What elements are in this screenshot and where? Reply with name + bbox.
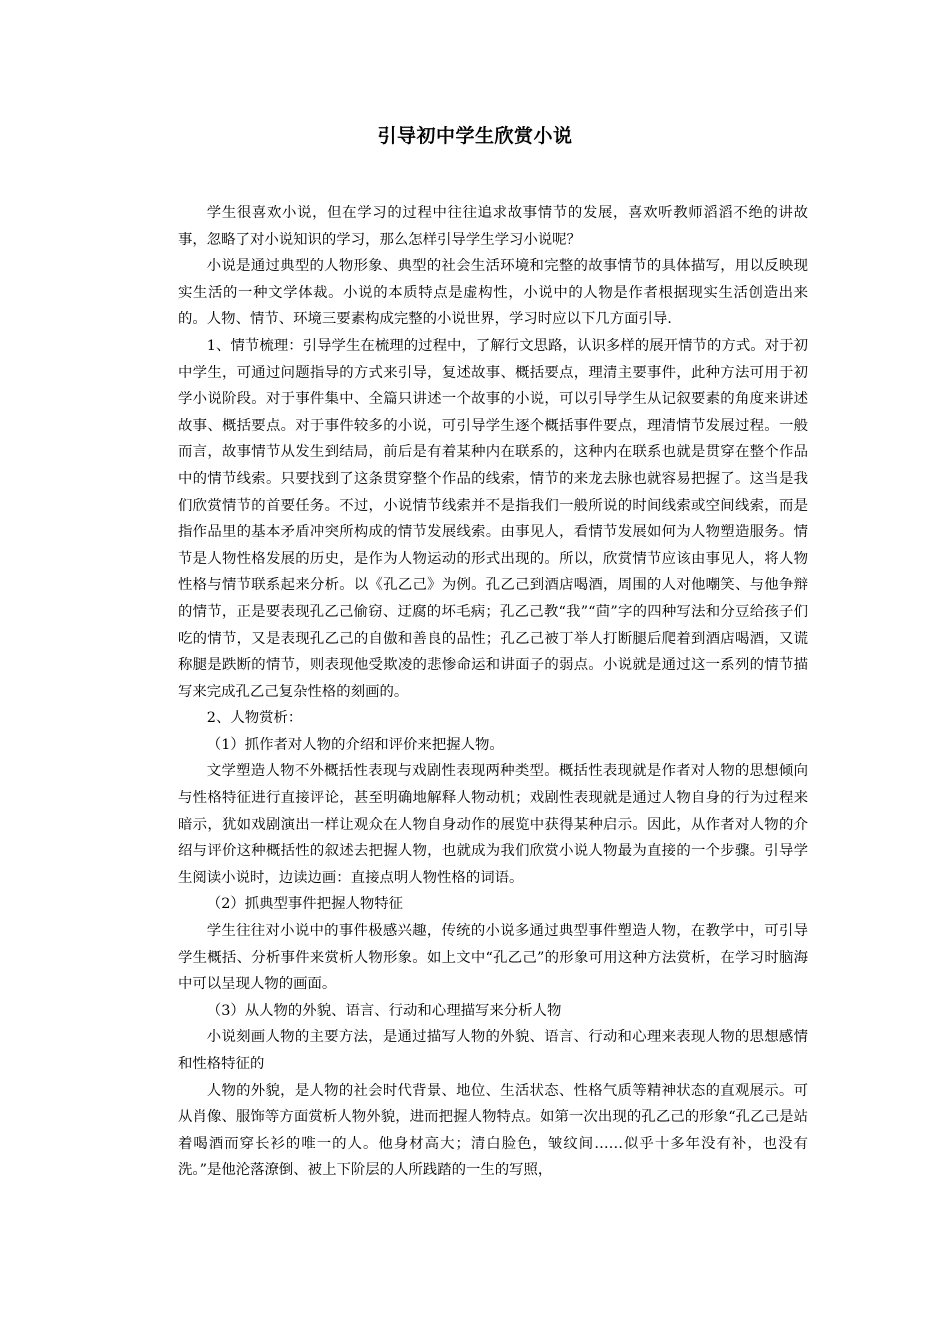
paragraph-definition: 小说是通过典型的人物形象、典型的社会生活环境和完整的故事情节的具体描写，用以反映现实生活的一种文学体裁。小说的本质特点是虚构性，小说中的人物是作者根据现实生活创造出来的。人物、情节、环境三要素构成完整的小说世界，学习时应以下几方面引导. — [178, 258, 808, 328]
paragraph-typical-events: 学生往往对小说中的事件极感兴趣，传统的小说多通过典型事件塑造人物，在教学中，可引导学生概括、分析事件来赏析人物形象。如上文中“孔乙己”的形象可用这种方法赏析，在学习时脑海中可以呈现人物的画面。 — [178, 923, 808, 993]
paragraph-plot-analysis: 1、情节梳理：引导学生在梳理的过程中，了解行文思路，认识多样的展开情节的方式。对于初中学生，可通过问题指导的方式来引导，复述故事、概括要点，理清主要事件，此种方法可用于初学小说阶段。对于事件集中、全篇只讲述一个故事的小说，可以引导学生从记叙要素的角度来讲述故事、概括要点。对于事件较多的小说，可引导学生逐个概括事件要点，理清情节发展过程。一般而言，故事情节从发生到结局，前后是有着某种内在联系的，这种内在联系也就是贯穿在整个作品中的情节线索。只要找到了这条贯穿整个作品的线索，情节的来龙去脉也就容易把握了。这当是我们欣赏情节的首要任务。不过，小说情节线索并不是指我们一般所说的时间线索或空间线索，而是指作品里的基本矛盾冲突所构成的情节发展线索。由事见人，看情节发展如何为人物塑造服务。情节是人物性格发展的历史，是作为人物运动的形式出现的。所以，欣赏情节应该由事见人，将人物性格与情节联系起来分析。以《孔乙己》为例。孔乙己到酒店喝酒，周围的人对他嘲笑、与他争辩的情节，正是要表现孔乙己偷窃、迂腐的坏毛病；孔乙己教“我”“茴”字的四种写法和分豆给孩子们吃的情节，又是表现孔乙己的自傲和善良的品性；孔乙己被丁举人打断腿后爬着到酒店喝酒，又谎称腿是跌断的情节，则表现他受欺凌的悲惨命运和讲面子的弱点。小说就是通过这一系列的情节描写来完成孔乙己复杂性格的刻画的。 — [178, 337, 808, 700]
document-body — [178, 200, 808, 1184]
paragraph-description-methods: 小说刻画人物的主要方法，是通过描写人物的外貌、语言、行动和心理来表现人物的思想感情和性格特征的 — [178, 1029, 808, 1072]
paragraph-appearance: 人物的外貌，是人物的社会时代背景、地位、生活状态、性格气质等精神状态的直观展示。可从肖像、服饰等方面赏析人物外貌，进而把握人物特点。如第一次出现的孔乙己的形象“孔乙己是站着喝酒而穿长衫的唯一的人。他身材高大；清白脸色，皱纹间……似乎十多年没有补，也没有洗。”是他沦落潦倒、被上下阶层的人所践踏的一生的写照， — [178, 1082, 808, 1179]
subheading-author-intro: （1）抓作者对人物的介绍和评价来把握人物。 — [206, 736, 504, 753]
document-title: 引导初中学生欣赏小说 — [377, 125, 573, 147]
subheading-description: （3）从人物的外貌、语言、行动和心理描写来分析人物 — [206, 1002, 562, 1019]
paragraph-intro: 学生很喜欢小说，但在学习的过程中往往追求故事情节的发展，喜欢听教师滔滔不绝的讲故事，忽略了对小说知识的学习，那么怎样引导学生学习小说呢？ — [178, 205, 808, 248]
subheading-typical-events: （2）抓典型事件把握人物特征 — [206, 896, 404, 913]
paragraph-author-intro: 文学塑造人物不外概括性表现与戏剧性表现两种类型。概括性表现就是作者对人物的思想倾向与性格特征进行直接评论，甚至明确地解释人物动机；戏剧性表现就是通过人物自身的行为过程来暗示，犹如戏剧演出一样让观众在人物自身动作的展览中获得某种启示。因此，从作者对人物的介绍与评价这种概括性的叙述去把握人物，也就成为我们欣赏小说人物最为直接的一个步骤。引导学生阅读小说时，边读边画：直接点明人物性格的词语。 — [178, 763, 808, 886]
section-heading-character: 2、人物赏析： — [206, 710, 303, 727]
